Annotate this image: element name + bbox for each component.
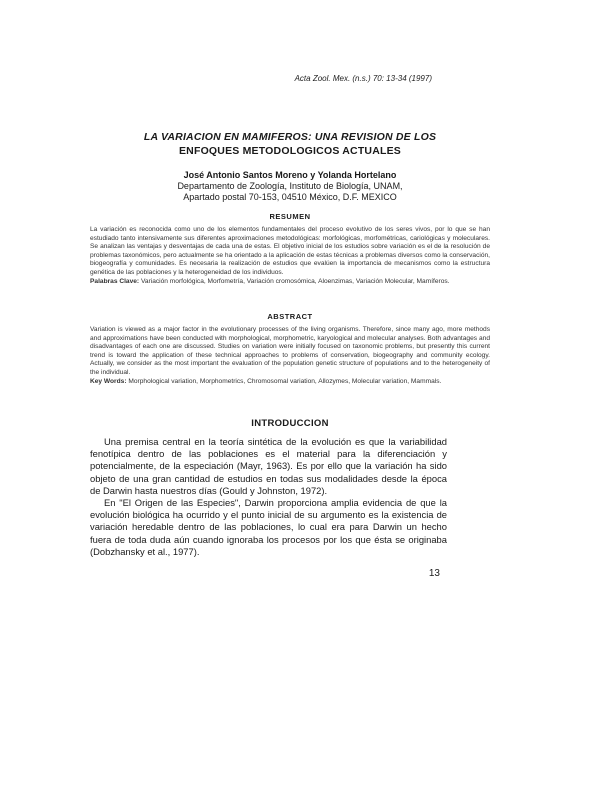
introduction-paragraph-1: Una premisa central en la teoría sintética de la evolución es que la variabilidad fenotípica dentro de las poblaciones es el material para la diferenciación y potencialmente, de la especiación (Mayr, 1963). Es por ello que la variación ha sido objeto de una gran cantidad de estudios en todas sus modalidades desde la época de Darwin hasta nuestros días (Gould y Johnston, 1972).: [90, 436, 447, 496]
abstract-keywords: [90, 378, 490, 387]
introduction-body: [90, 436, 447, 558]
introduction-paragraph-2: En "El Origen de las Especies", Darwin proporciona amplia evidencia de que la evolución biológica ha ocurrido y el punto inicial de su argumento es la existencia de variación heredable dentro de las poblaciones, lo cual era para Darwin un hecho fuera de toda duda aún cuando ignoraba los procesos por los que ésta se originaba (Dobzhansky et al., 1977).: [90, 497, 447, 557]
journal-reference: Acta Zool. Mex. (n.s.) 70: 13-34 (1997): [294, 74, 432, 83]
page-number: 13: [428, 568, 440, 579]
resumen-block: [90, 226, 490, 286]
resumen-text: La variación es reconocida como uno de los elementos fundamentales del proceso evolutivo de los seres vivos, por lo que se han estudiado tanto intensivamente sus diferentes aproximaciones metodológicas: morfológicas, morfométricas, cariológicas y moleculares. Se analizan las ventajas y desventajas de cada una de estas. El objetivo inicial de los estudios sobre variación es el de la resolución de problemas taxonómicos, pero actualmente se ha orientado a la aplicación de estas técnicas a problemas diversos como la conservación, biogeografía y comunidades. Es necesaria la realización de estudios que evalúen la importancia de mecanismos como la estructura genética de las poblaciones y la heterogeneidad de los individuos.: [90, 226, 490, 276]
resumen-keywords-label: Palabras Clave:: [90, 277, 140, 285]
article-title: [90, 130, 490, 158]
author-block: [90, 170, 490, 203]
resumen-keywords-text: Variación morfológica, Morfometría, Variación cromosómica, Aloenzimas, Variación Molecular, Mamíferos.: [140, 277, 450, 285]
abstract-keywords-label: Key Words:: [90, 377, 127, 385]
abstract-keywords-text: Morphological variation, Morphometrics, Chromosomal variation, Allozymes, Molecular variation, Mammals.: [128, 377, 442, 385]
article-title-line2: ENFOQUES METODOLOGICOS ACTUALES: [178, 145, 402, 157]
affiliation-line2: Apartado postal 70-153, 04510 México, D.F. MEXICO: [183, 192, 397, 202]
resumen-keywords: [90, 278, 490, 287]
article-title-line1: LA VARIACION EN MAMIFEROS: UNA REVISION DE LOS: [143, 131, 437, 143]
resumen-heading: RESUMEN: [269, 212, 311, 221]
author-names: José Antonio Santos Moreno y Yolanda Hortelano: [183, 170, 397, 180]
affiliation-line1: Departamento de Zoología, Instituto de Biología, UNAM,: [177, 181, 403, 191]
introduction-heading: INTRODUCCION: [251, 418, 329, 429]
abstract-heading: ABSTRACT: [267, 312, 313, 321]
abstract-text: Variation is viewed as a major factor in the evolutionary processes of the living organisms. Therefore, since many ago, more methods and approximations have been conducted with morphological, morphometric, karyological and molecular analyses. Both advantages and disadvantages of each one are discussed. Studies on variation were initially focused on taxonomic problems, but presently this current trend is toward the application of these technical approaches to problems of conservation, biogeography and community ecology. Actually, we consider as the most important the evaluation of the population genetic structure of populations and to the heterogeneity of the individual.: [90, 326, 490, 376]
abstract-block: [90, 326, 490, 386]
